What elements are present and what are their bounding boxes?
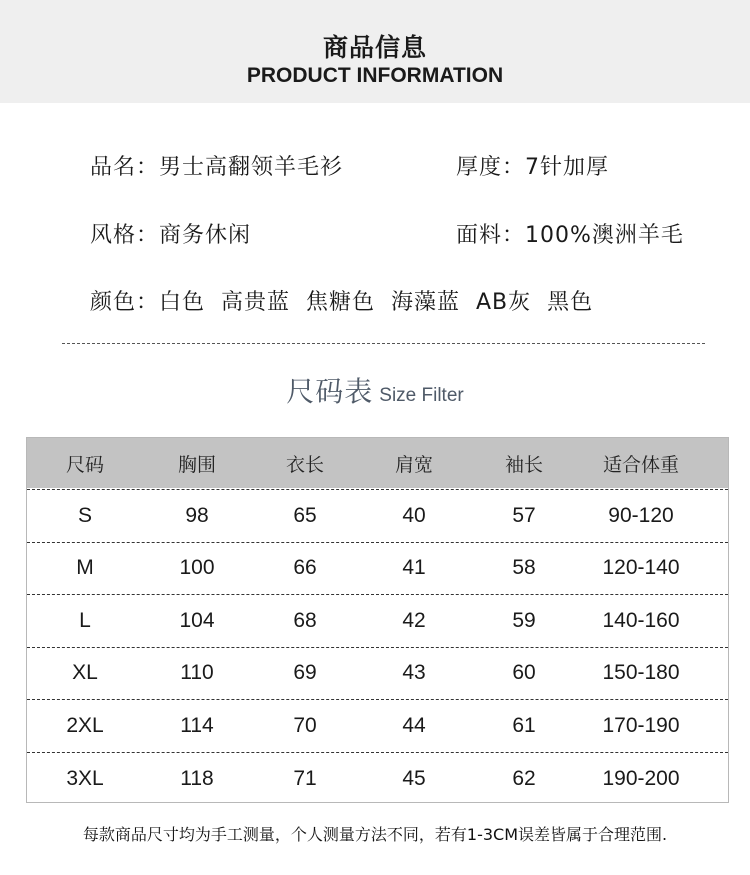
- table-cell: 2XL: [66, 713, 104, 737]
- info-product-name: 品名：男士高翻领羊毛衫: [90, 155, 344, 180]
- table-row: [27, 647, 728, 699]
- size-chart-title: [0, 370, 750, 410]
- table-row: [27, 699, 728, 751]
- measurement-footnote: 每款商品尺寸均为手工测量，个人测量方法不同，若有1-3CM误差皆属于合理范围.: [82, 825, 668, 844]
- size-table-header: [27, 438, 728, 488]
- table-cell: M: [76, 556, 94, 580]
- column-header: 袖长: [504, 453, 544, 476]
- table-cell: 62: [512, 766, 536, 790]
- table-cell: 98: [185, 503, 209, 527]
- table-cell: 60: [512, 661, 536, 685]
- table-cell: 43: [402, 661, 426, 685]
- table-cell: 140-160: [602, 608, 680, 632]
- info-fabric: 面料：100%澳洲羊毛: [456, 223, 684, 248]
- table-cell: 170-190: [602, 713, 680, 737]
- table-cell: 65: [293, 503, 317, 527]
- size-table: [26, 437, 729, 803]
- column-header: 胸围: [177, 453, 217, 476]
- table-cell: 57: [512, 503, 536, 527]
- info-thickness: 厚度：7针加厚: [456, 155, 609, 180]
- info-style: 风格：商务休闲: [90, 223, 252, 248]
- column-header: 衣长: [285, 453, 325, 476]
- table-cell: 44: [402, 713, 426, 737]
- table-cell: S: [77, 503, 93, 527]
- table-cell: 110: [180, 661, 214, 685]
- table-cell: 71: [293, 766, 317, 790]
- table-cell: 190-200: [602, 766, 680, 790]
- size-chart-title-cn: 尺码表: [286, 375, 374, 408]
- table-cell: 61: [512, 713, 536, 737]
- table-row: [27, 594, 728, 646]
- table-cell: 45: [402, 766, 426, 790]
- table-cell: 69: [293, 661, 317, 685]
- section-divider: [62, 343, 705, 344]
- table-cell: 150-180: [602, 661, 680, 685]
- table-cell: 41: [402, 556, 426, 580]
- table-cell: 58: [512, 556, 536, 580]
- table-cell: 66: [293, 556, 317, 580]
- table-cell: 3XL: [66, 766, 104, 790]
- table-cell: 114: [180, 713, 214, 737]
- header-banner: [0, 0, 750, 103]
- info-colors: 颜色：白色 高贵蓝 焦糖色 海藻蓝 AB灰 黑色: [90, 290, 594, 315]
- table-row: [27, 752, 728, 804]
- table-cell: 90-120: [608, 503, 674, 527]
- table-cell: L: [79, 608, 91, 632]
- table-cell: 68: [293, 608, 317, 632]
- table-cell: 40: [402, 503, 426, 527]
- column-header: 肩宽: [394, 453, 434, 476]
- table-cell: 42: [402, 608, 426, 632]
- size-chart-title-en: Size Filter: [379, 385, 464, 406]
- table-row: [27, 489, 728, 541]
- table-row: [27, 542, 728, 594]
- table-cell: XL: [72, 661, 98, 685]
- table-cell: 120-140: [602, 556, 680, 580]
- header-title-en: PRODUCT INFORMATION: [246, 64, 504, 87]
- table-cell: 70: [293, 713, 317, 737]
- table-cell: 104: [179, 608, 215, 632]
- table-cell: 100: [179, 556, 215, 580]
- header-title-cn: 商品信息: [322, 33, 427, 62]
- table-cell: 59: [512, 608, 536, 632]
- column-header: 适合体重: [602, 453, 680, 476]
- table-cell: 118: [180, 766, 214, 790]
- column-header: 尺码: [65, 453, 105, 476]
